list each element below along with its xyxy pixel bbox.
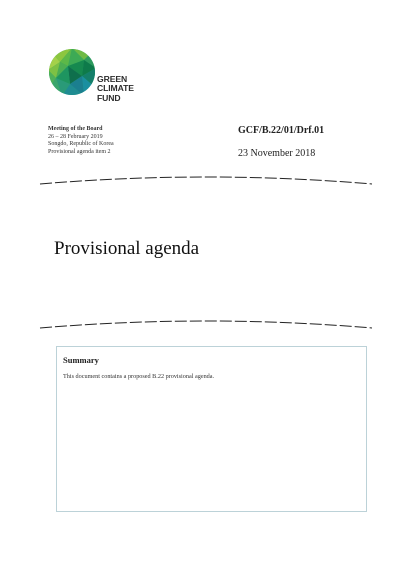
gcf-wordmark bbox=[97, 75, 134, 103]
document-reference: GCF/B.22/01/Drf.01 bbox=[238, 125, 325, 136]
gcf-logo bbox=[48, 48, 148, 110]
logo-line-climate: CLIMATE bbox=[97, 83, 134, 94]
logo-line-fund: FUND bbox=[97, 92, 121, 103]
meeting-agenda-item: Provisional agenda item 2 bbox=[48, 148, 111, 155]
logo-line-green: GREEN bbox=[97, 74, 128, 84]
title-divider bbox=[38, 318, 374, 332]
meeting-dates: 26 – 28 February 2019 bbox=[48, 133, 103, 140]
meeting-location: Songdo, Republic of Korea bbox=[48, 141, 114, 147]
header-divider bbox=[38, 174, 374, 188]
gcf-globe-icon bbox=[48, 48, 96, 96]
summary-box bbox=[56, 346, 367, 512]
meeting-info bbox=[48, 126, 114, 156]
meeting-title: Meeting of the Board bbox=[48, 126, 103, 132]
document-date: 23 November 2018 bbox=[238, 148, 316, 159]
summary-text: This document contains a proposed B.22 provisional agenda. bbox=[63, 373, 215, 380]
summary-heading: Summary bbox=[63, 355, 99, 365]
document-title: Provisional agenda bbox=[54, 238, 200, 259]
